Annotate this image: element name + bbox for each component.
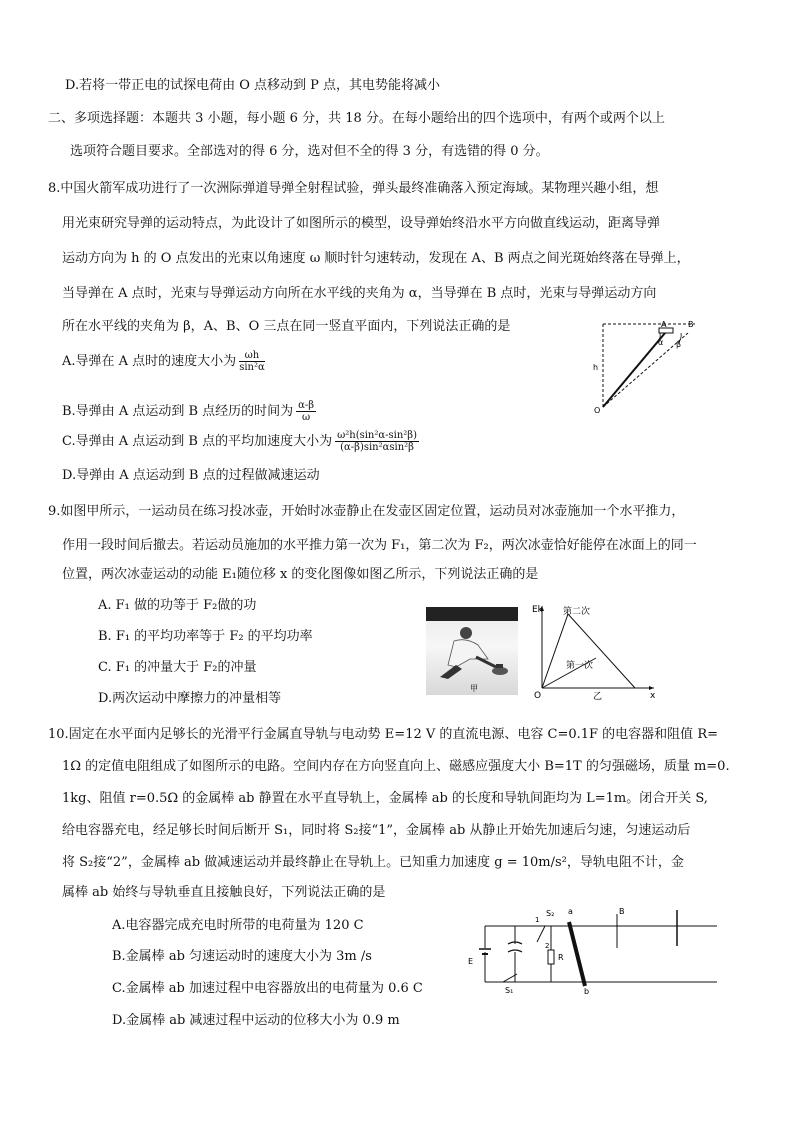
q8-option-a-fraction	[239, 350, 265, 373]
q8-option-b-fraction	[296, 400, 316, 423]
athlete-leg	[440, 665, 462, 679]
athlete-head	[460, 627, 472, 639]
q8-light-beam-diagram	[585, 315, 710, 415]
switch-terminal-2: 2	[545, 942, 550, 950]
shared-decline	[568, 614, 635, 688]
beam-to-a	[603, 333, 665, 407]
q9-option-d: D.两次运动中摩擦力的冲量相等	[98, 691, 282, 706]
graph-label-yi: 乙	[593, 692, 603, 700]
beta-label: β	[676, 340, 682, 349]
origin-o-label: O	[594, 406, 601, 415]
q8-stem-line1: 8.中国火箭军成功进行了一次洲际弹道导弹全射程试验，弹头最终准确落入预定海域。某物理兴趣小组，想	[48, 181, 659, 196]
y-axis-label: Ek	[532, 605, 543, 615]
athlete-body	[448, 640, 488, 667]
curler-illustration	[426, 607, 518, 695]
q8-stem-line4: 当导弹在 A 点时，光束与导弹运动方向所在水平线的夹角为 α，当导弹在 B 点时，光束与导弹运动方向	[62, 286, 657, 301]
fraction-numerator: ω²h(sin²α-sin²β)	[337, 430, 417, 441]
q8-stem-line5: 所在水平线的夹角为 β，A、B、O 三点在同一竖直平面内，下列说法正确的是	[62, 319, 511, 334]
resistor-label: R	[558, 953, 564, 962]
point-a-label: A	[661, 320, 667, 329]
q8-option-a-text: A.导弹在 A 点时的速度大小为	[62, 354, 237, 369]
q10-option-c: C.金属棒 ab 加速过程中电容器放出的电荷量为 0.6 C	[112, 981, 423, 996]
rod-end-a-label: a	[568, 907, 573, 916]
q10-stem-line3: 1kg、阻值 r=0.5Ω 的金属棒 ab 静置在水平直导轨上，金属棒 ab 的长度和导轨间距均为 L=1m。闭合开关 S,	[62, 791, 708, 806]
photo-label-jia: 甲	[470, 684, 478, 693]
q10-stem-line5: 将 S₂接“2”，金属棒 ab 做减速运动并最终静止在导轨上。已知重力加速度 g = 10m/s²，导轨电阻不计，金	[62, 855, 684, 870]
q9-option-c: C. F₁ 的冲量大于 F₂的冲量	[98, 660, 257, 675]
second-attempt-rise	[542, 614, 568, 688]
q7-option-d: D.若将一带正电的试探电荷由 O 点移动到 P 点，其电势能将减小	[65, 78, 441, 93]
q9-option-a: A. F₁ 做的功等于 F₂做的功	[98, 598, 257, 613]
capacitor-plate-bottom	[508, 950, 522, 952]
q8-option-c-fraction	[335, 430, 419, 453]
switch-s2-blade	[537, 926, 545, 942]
fraction-denominator: ω	[302, 412, 311, 423]
height-label: h	[593, 363, 599, 372]
q9-ek-x-graph	[530, 600, 660, 700]
q9-option-b: B. F₁ 的平均功率等于 F₂ 的平均功率	[98, 629, 313, 644]
fraction-denominator: sin²α	[239, 362, 265, 373]
battery-label: E	[468, 957, 474, 966]
magnetic-field-label: B	[619, 907, 625, 916]
section2-heading: 二、多项选择题：本题共 3 小题，每小题 6 分，共 18 分。在每小题给出的四个选项中，有两个或两个以上	[48, 111, 665, 126]
q8-option-b	[62, 400, 316, 423]
point-b-label: B	[688, 320, 694, 329]
section2-instructions: 选项符合题目要求。全部选对的得 6 分，选对但不全的得 3 分，有选错的得 0 分。	[70, 144, 549, 159]
q8-stem-line2: 用光束研究导弹的运动特点，为此设计了如图所示的模型，设导弹始终沿水平方向做直线运动，距离导弹	[62, 216, 661, 231]
q10-option-b: B.金属棒 ab 匀速运动时的速度大小为 3m /s	[112, 949, 372, 964]
second-attempt-label: 第二次	[563, 607, 591, 617]
q8-option-c	[62, 430, 419, 453]
fraction-numerator: ωh	[239, 350, 265, 362]
metal-rod-ab	[569, 922, 585, 986]
fraction-numerator: α-β	[298, 400, 315, 411]
rod-end-b-label: b	[584, 987, 590, 995]
q10-stem-line6: 属棒 ab 始终与导轨垂直且接触良好，下列说法正确的是	[62, 885, 386, 900]
q10-circuit-diagram	[465, 900, 725, 995]
q9-curling-photo	[426, 607, 518, 695]
q8-option-d: D.导弹由 A 点运动到 B 点的过程做减速运动	[62, 468, 320, 483]
switch-terminal-1: 1	[535, 916, 540, 924]
q10-option-a: A.电容器完成充电时所带的电荷量为 120 C	[112, 918, 364, 933]
q8-stem-line3: 运动方向为 h 的 O 点发出的光束以角速度 ω 顺时针匀速转动，发现在 A、B 两点之间光斑始终落在导弹上，	[62, 251, 690, 266]
x-axis-label: x	[650, 691, 656, 700]
q9-stem-line2: 作用一段时间后撤去。若运动员施加的水平推力第一次为 F₁，第二次为 F₂，两次冰壶恰好能停在冰面上的同一	[62, 538, 697, 553]
fraction-denominator: (α-β)sin²αsin²β	[340, 442, 414, 453]
resistor-body	[548, 950, 554, 964]
x-axis-arrow	[649, 686, 654, 690]
q9-stem-line1: 9.如图甲所示，一运动员在练习投冰壶，开始时冰壶静止在发壶区固定位置，运动员对冰壶施加一个水平推力，	[48, 504, 685, 519]
q10-stem-line4: 给电容器充电，经足够长时间后断开 S₁，同时将 S₂接“1”，金属棒 ab 从静止开始先加速后匀速，匀速运动后	[62, 823, 691, 838]
stone-handle	[496, 664, 503, 668]
q10-option-d: D.金属棒 ab 减速过程中运动的位移大小为 0.9 m	[112, 1013, 400, 1028]
q10-stem-line1: 10.固定在水平面内足够长的光滑平行金属直导轨与电动势 E=12 V 的直流电源、电容 C=0.1F 的电容器和阻值 R=	[48, 727, 718, 742]
q10-stem-line2: 1Ω 的定值电阻组成了如图所示的电路。空间内存在方向竖直向上、磁感应强度大小 B=1T 的匀强磁场，质量 m=0.	[62, 759, 730, 774]
q9-stem-line3: 位置，两次冰壶运动的动能 E₁随位移 x 的变化图像如图乙所示，下列说法正确的是	[62, 567, 539, 582]
q8-option-a	[62, 350, 265, 373]
q8-option-c-text: C.导弹由 A 点运动到 B 点的平均加速度大小为	[62, 434, 333, 449]
photo-banner	[426, 607, 518, 621]
alpha-label: α	[658, 338, 664, 347]
q8-option-b-text: B.导弹由 A 点运动到 B 点经历的时间为	[62, 404, 294, 419]
curling-stone	[492, 667, 508, 675]
first-attempt-label: 第一次	[566, 661, 594, 671]
origin-label: O	[534, 691, 542, 700]
switch-s1-label: S₁	[505, 986, 514, 995]
switch-s2-label: S₂	[546, 909, 555, 918]
